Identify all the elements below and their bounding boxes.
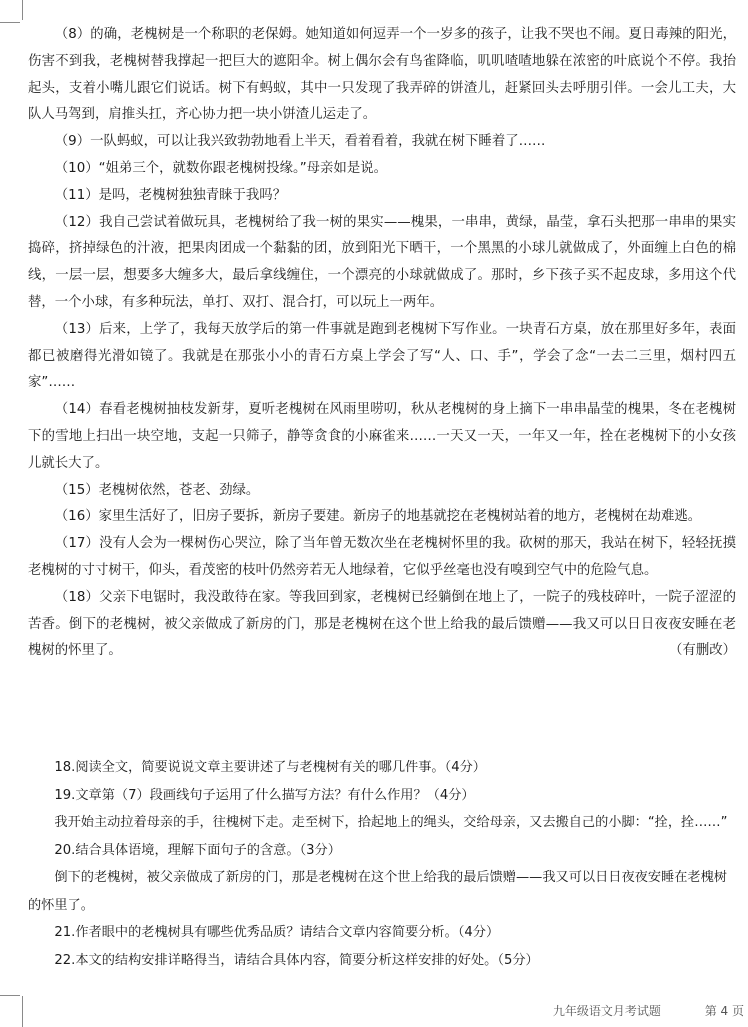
- paragraph-13: （13）后来，上学了，我每天放学后的第一件事就是跑到老槐树下写作业。一块青石方桌，放在那里好多年，表面都已被磨得光滑如镜了。我就是在那张小小的青石方桌上学会了写“人、口、手”，学会了念“一去二三里，烟村四五家”……: [28, 321, 736, 391]
- paragraph-18-text: （18）父亲下电锯时，我没敢待在家。等我回到家，老槐树已经躺倒在地上了，一院子的残枝碎叶，一院子涩涩的苦香。倒下的老槐树，被父亲做成了新房的门，那是老槐树在这个世上给我的最后馈赠——我又可以日日夜夜安睡在老槐树的怀里了。: [28, 589, 736, 659]
- crop-mark-top-vertical: [22, 0, 23, 20]
- question-19-quote: 我开始主动拉着母亲的手，往槐树下走。走至树下，拾起地上的绳头，交给母亲，又去搬自己的小脚：“拴，拴……”: [54, 815, 728, 830]
- paragraph-9: （9）一队蚂蚁，可以让我兴致勃勃地看上半天，看着看着，我就在树下睡着了……: [54, 134, 546, 150]
- question-21: 21.作者眼中的老槐树具有哪些优秀品质？请结合文章内容简要分析。（4分）: [54, 925, 500, 940]
- crop-mark-bottom-horizontal: [0, 995, 20, 996]
- paragraph-12: （12）我自己尝试着做玩具，老槐树给了我一树的果实——槐果，一串串，黄绿，晶莹，拿石头把那一串串的果实捣碎，挤掉绿色的汁液，把果肉团成一个黏黏的团，放到阳光下晒干，一个黑黑的小球儿就做成了，外面缠上白色的棉线，一层一层，想要多大缠多大，最后拿线缠住，一个漂亮的小球就做成了。那时，乡下孩子买不起皮球，多用这个代替，一个小球，有多种玩法，单打、双打、混合打，可以玩上一两年。: [28, 214, 736, 310]
- question-20-quote: 倒下的老槐树，被父亲做成了新房的门，那是老槐树在这个世上给我的最后馈赠——我又可以日日夜夜安睡在老槐树的怀里了。: [28, 870, 727, 913]
- crop-mark-bottom-vertical: [22, 996, 23, 1027]
- page-number: 第 4 页: [704, 1004, 744, 1018]
- source-note: （有删改）: [669, 643, 736, 659]
- paragraph-18: [28, 585, 736, 665]
- page-footer: [553, 1002, 744, 1019]
- paragraph-16: （16）家里生活好了，旧房子要拆，新房子要建。新房子的地基就挖在老槐树站着的地方，老槐树在劫难逃。: [54, 509, 702, 525]
- paragraph-15: （15）老槐树依然，苍老、劲绿。: [54, 482, 260, 498]
- question-20: 20.结合具体语境，理解下面句子的含意。（3分）: [54, 842, 341, 858]
- paragraph-17: （17）没有人会为一棵树伤心哭泣，除了当年曾无数次坐在老槐树怀里的我。砍树的那天，我站在树下，轻轻抚摸老槐树的寸寸树干，仰头，看茂密的枝叶仍然旁若无人地绿着，它似乎丝毫也没有嗅到空气中的危险气息。: [28, 536, 736, 578]
- paragraph-8: （8）的确，老槐树是一个称职的老保姆。她知道如何逗弄一个一岁多的孩子，让我不哭也不闹。夏日毒辣的阳光，伤害不到我，老槐树替我撑起一把巨大的遮阳伞。树上偶尔会有鸟雀降临，叽叽喳喳地躲在浓密的叶底说个不停。我抬起头，支着小嘴儿跟它们说话。树下有蚂蚁，其中一只发现了我弄碎的饼渣儿，赶紧回头去呼朋引伴。一会儿工夫，大队人马驾到，肩推头扛，齐心协力把一块小饼渣儿运走了。: [28, 27, 736, 123]
- question-list: [28, 754, 736, 974]
- exam-title: 九年级语文月考试题: [552, 1004, 661, 1018]
- reading-passage: [28, 22, 736, 665]
- question-18: 18.阅读全文，简要说说文章主要讲述了与老槐树有关的哪几件事。（4分）: [54, 760, 486, 775]
- crop-mark-top-horizontal: [0, 22, 20, 23]
- question-22: 22.本文的结构安排详略得当，请结合具体内容，简要分析这样安排的好处。（5分）: [54, 952, 539, 968]
- question-19: 19.文章第（7）段画线句子运用了什么描写方法？有什么作用？（4分）: [54, 787, 475, 803]
- paragraph-10: （10）“姐弟三个，就数你跟老槐树投缘。”母亲如是说。: [54, 160, 387, 176]
- paragraph-11: （11）是吗，老槐树独独青睐于我吗？: [54, 187, 287, 203]
- paragraph-14: （14）春看老槐树抽枝发新芽，夏听老槐树在风雨里唠叨，秋从老槐树的身上摘下一串串晶莹的槐果，冬在老槐树下的雪地上扫出一块空地，支起一只筛子，静等贪食的小麻雀来……一天又一天，一年又一年，拴在老槐树下的小女孩儿就长大了。: [28, 402, 736, 471]
